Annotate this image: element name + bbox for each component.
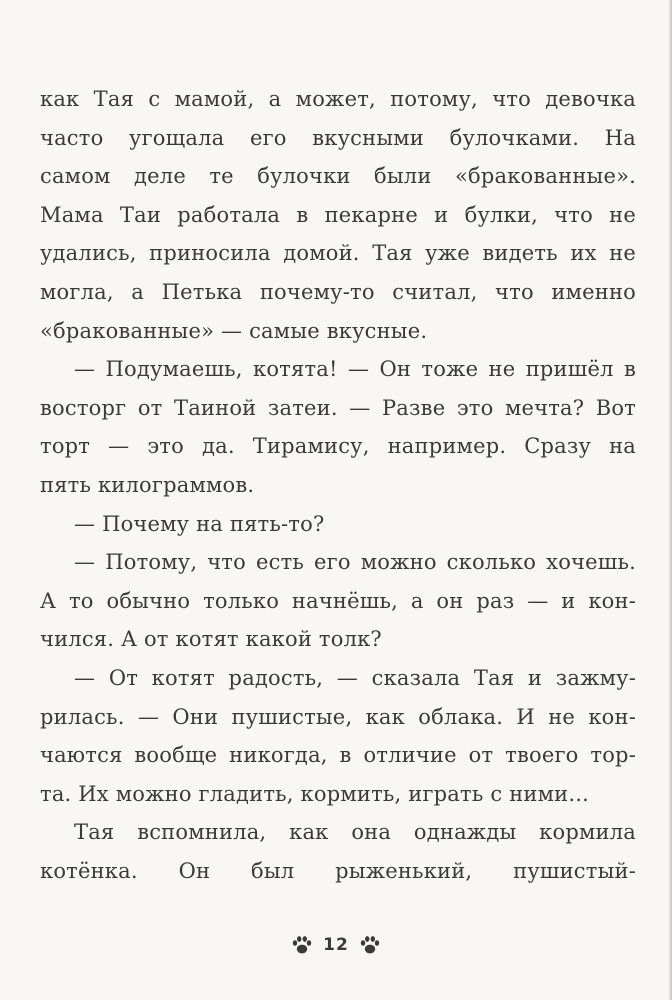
text-line: чился. А от котят какой толк? bbox=[40, 627, 382, 652]
text-line: Тая вспомнила, как она однажды кормила bbox=[74, 820, 636, 845]
text-line: — Подумаешь, котята! — Он тоже не пришёл в bbox=[74, 357, 636, 382]
text-line: та. Их можно гладить, кормить, играть с ними... bbox=[40, 781, 589, 806]
text-line: чаются вообще никогда, в отличие от твоего тор- bbox=[40, 743, 636, 768]
text-line: часто угощала его вкусными булочками. На bbox=[40, 125, 636, 150]
body-text bbox=[40, 80, 636, 890]
text-line: — Почему на пять-то? bbox=[74, 511, 325, 536]
text-line: «бракованные» — самые вкусные. bbox=[40, 318, 428, 343]
text-line: торт — это да. Тирамису, например. Сразу на bbox=[40, 434, 636, 459]
text-line: восторг от Таиной затеи. — Разве это мечта? Вот bbox=[40, 395, 636, 420]
paw-print-icon bbox=[359, 935, 381, 955]
text-line: Мама Таи работала в пекарне и булки, что не bbox=[40, 202, 636, 227]
text-line: котёнка. Он был рыженький, пушистый- bbox=[40, 858, 636, 883]
text-line: — Потому, что есть его можно сколько хочешь. bbox=[74, 550, 636, 575]
text-line: как Тая с мамой, а может, потому, что девочка bbox=[40, 87, 636, 111]
text-line: могла, а Петька почему-то считал, что именно bbox=[40, 279, 636, 304]
text-line: — От котят радость, — сказала Тая и зажму- bbox=[74, 665, 636, 690]
text-line: самом деле те булочки были «бракованные». bbox=[40, 164, 636, 189]
page-number: 12 bbox=[323, 935, 349, 955]
page-footer bbox=[0, 930, 672, 960]
text-line: пять килограммов. bbox=[40, 472, 255, 497]
paw-print-icon bbox=[291, 935, 313, 955]
text-line: рилась. — Они пушистые, как облака. И не кон- bbox=[40, 704, 636, 729]
text-line: А то обычно только начнёшь, а он раз — и кон- bbox=[40, 588, 636, 613]
text-line: удались, приносила домой. Тая уже видеть их не bbox=[40, 241, 636, 266]
